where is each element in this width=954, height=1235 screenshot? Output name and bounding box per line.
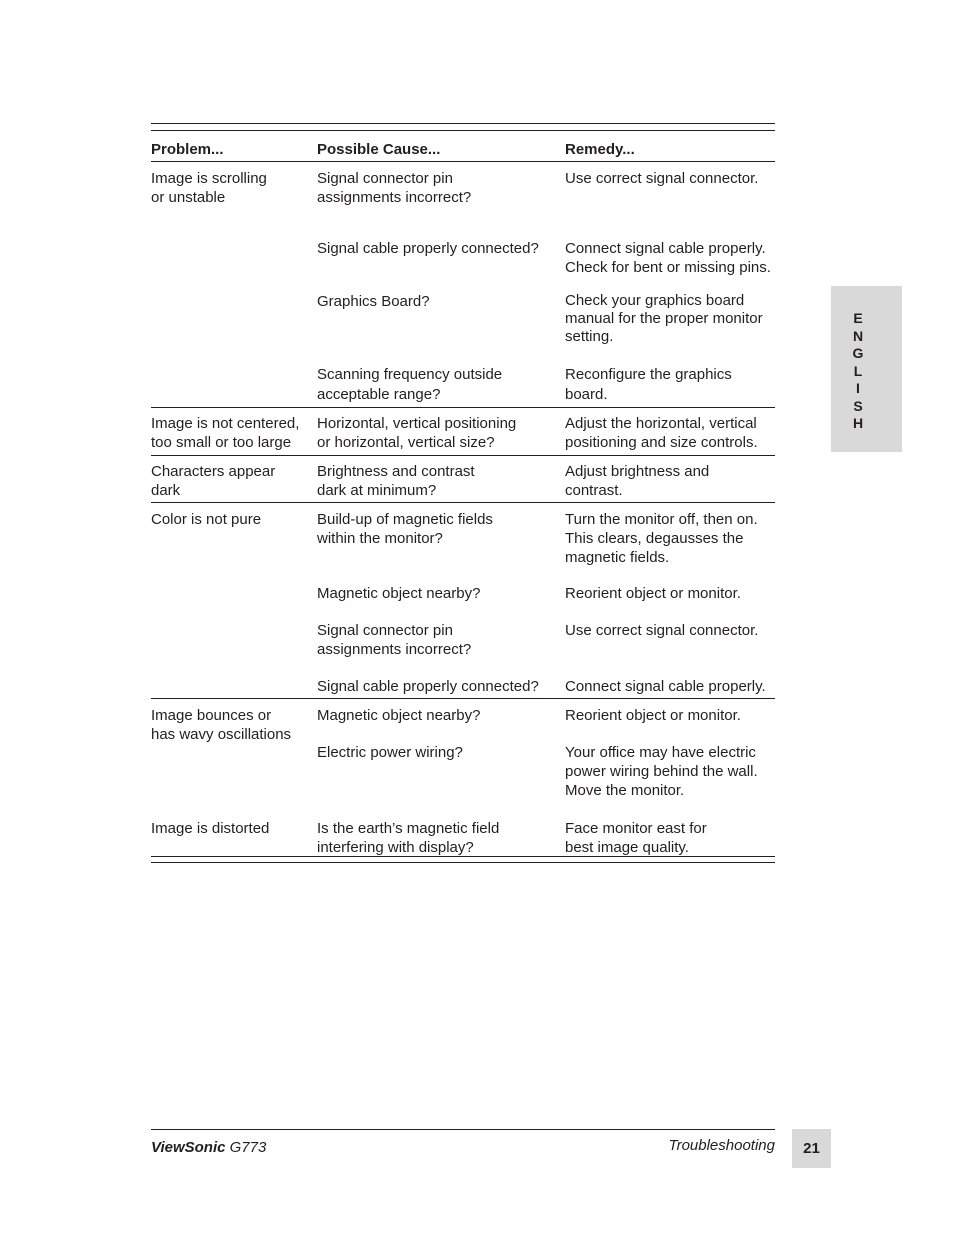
table-row-problem: Characters appear dark bbox=[151, 463, 276, 499]
table-row-cause: Brightness and contrast dark at minimum? bbox=[317, 463, 475, 499]
header-rule bbox=[151, 161, 775, 162]
table-row-remedy: Use correct signal connector. bbox=[565, 622, 759, 639]
table-row-cause: Is the earth’s magnetic field interfering with display? bbox=[317, 820, 500, 856]
row-divider bbox=[151, 502, 775, 503]
table-row-cause: Signal connector pin assignments incorrect? bbox=[317, 622, 472, 658]
header-problem: Problem... bbox=[151, 141, 224, 158]
table-row-remedy: Adjust the horizontal, vertical positioning and size controls. bbox=[565, 415, 758, 451]
language-letter: I bbox=[856, 380, 860, 396]
table-row-remedy: Turn the monitor off, then on. This clears, degausses the magnetic fields. bbox=[565, 511, 758, 566]
table-row-cause: Horizontal, vertical positioning or horizontal, vertical size? bbox=[317, 415, 517, 451]
table-row-cause: Build-up of magnetic fields within the monitor? bbox=[317, 511, 493, 547]
row-divider bbox=[151, 698, 775, 699]
language-tab-label bbox=[831, 310, 885, 433]
table-row-cause: Magnetic object nearby? bbox=[317, 707, 481, 724]
table-row-problem: Image is distorted bbox=[151, 820, 270, 837]
table-row-remedy: Check your graphics board manual for the proper monitor setting. bbox=[565, 292, 763, 345]
language-tab bbox=[831, 286, 902, 452]
table-row-cause: Magnetic object nearby? bbox=[317, 585, 481, 602]
table-top-rule bbox=[151, 123, 775, 124]
language-letter: L bbox=[853, 362, 863, 379]
footer-brand-name: ViewSonic bbox=[151, 1139, 226, 1156]
footer-model: G773 bbox=[229, 1139, 267, 1156]
page-number bbox=[792, 1129, 831, 1168]
table-row-cause: Signal cable properly connected? bbox=[317, 240, 539, 257]
table-bottom-rule-2 bbox=[151, 862, 775, 863]
table-top-rule-2 bbox=[151, 130, 775, 131]
table-row-problem: Image is scrolling or unstable bbox=[151, 170, 267, 206]
table-row-cause: Graphics Board? bbox=[317, 293, 430, 310]
language-letter: N bbox=[852, 327, 864, 344]
table-row-cause: Signal cable properly connected? bbox=[317, 678, 539, 695]
header-remedy: Remedy... bbox=[565, 141, 635, 158]
table-row-problem: Image is not centered, too small or too large bbox=[151, 415, 300, 451]
table-row-remedy: Adjust brightness and contrast. bbox=[565, 463, 710, 499]
language-letter: H bbox=[852, 415, 864, 431]
table-row-remedy: Face monitor east for best image quality. bbox=[565, 820, 707, 856]
table-row-remedy: Your office may have electric power wiring behind the wall. Move the monitor. bbox=[565, 744, 758, 799]
header-possible-cause: Possible Cause... bbox=[317, 141, 441, 158]
table-row-remedy: Reorient object or monitor. bbox=[565, 585, 741, 602]
table-row-cause: Scanning frequency outside acceptable range? bbox=[317, 366, 503, 403]
table-row-remedy: Connect signal cable properly. bbox=[565, 678, 766, 695]
table-row-problem: Image bounces or has wavy oscillations bbox=[151, 707, 292, 743]
footer-section-title: Troubleshooting bbox=[668, 1137, 775, 1154]
table-row-cause: Signal connector pin assignments incorrect? bbox=[317, 170, 472, 206]
page-number-text: 21 bbox=[803, 1140, 820, 1157]
language-letter: E bbox=[853, 310, 863, 326]
footer-brand bbox=[151, 1139, 266, 1156]
table-row-remedy: Reorient object or monitor. bbox=[565, 707, 741, 724]
table-row-remedy: Reconfigure the graphics board. bbox=[565, 366, 732, 403]
language-letter: G bbox=[852, 345, 864, 361]
table-row-cause: Electric power wiring? bbox=[317, 744, 463, 761]
footer-rule bbox=[151, 1129, 775, 1130]
table-row-remedy: Use correct signal connector. bbox=[565, 170, 759, 187]
table-row-problem: Color is not pure bbox=[151, 511, 262, 528]
row-divider bbox=[151, 455, 775, 456]
table-bottom-rule bbox=[151, 856, 775, 857]
language-letter: S bbox=[853, 397, 863, 414]
table-row-remedy: Connect signal cable properly. Check for bent or missing pins. bbox=[565, 240, 771, 276]
row-divider bbox=[151, 407, 775, 408]
